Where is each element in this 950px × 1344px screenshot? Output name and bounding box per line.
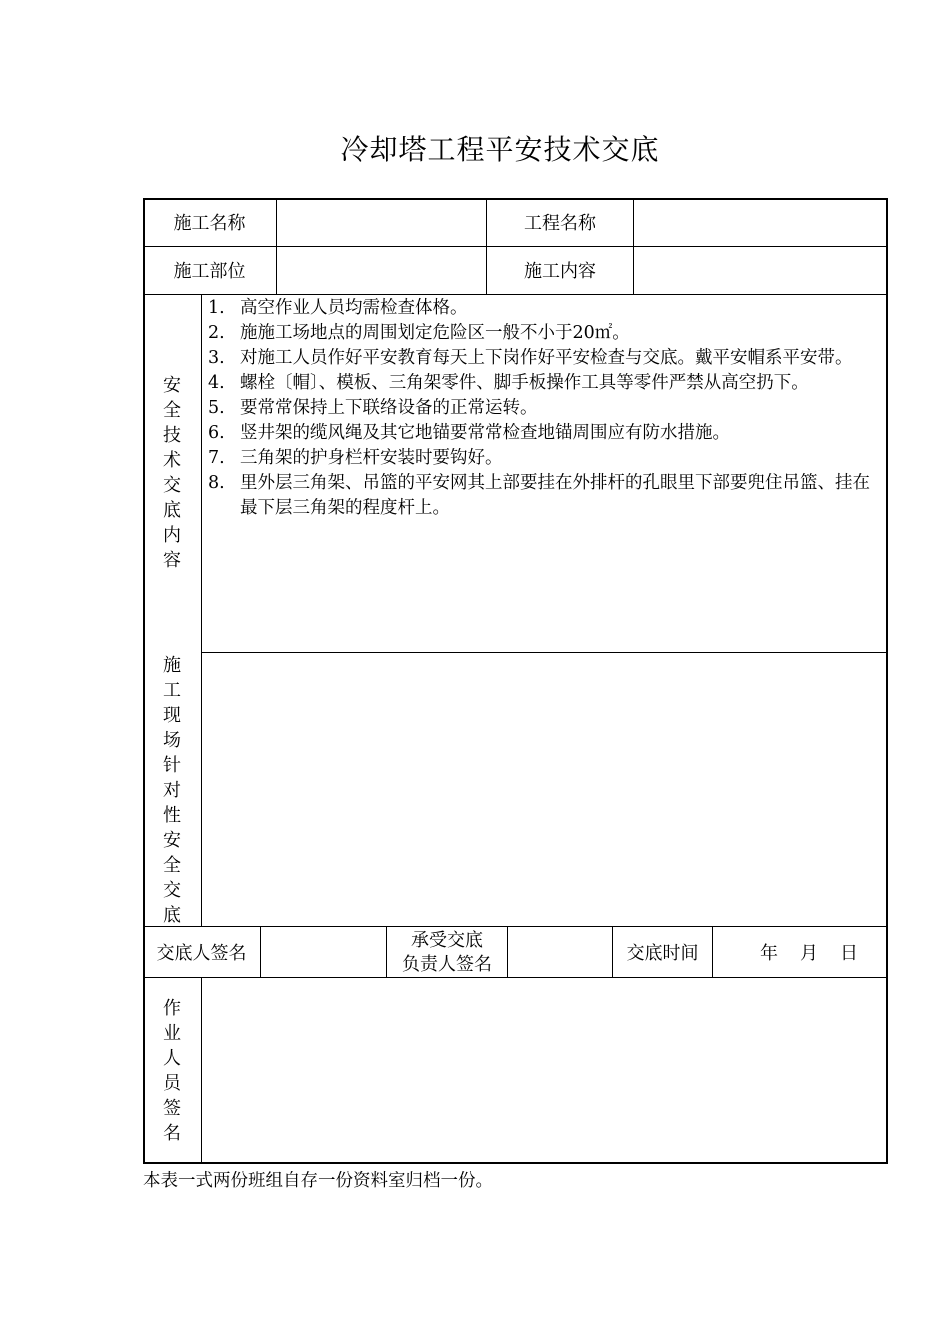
project-name-label: 工程名称 xyxy=(524,213,596,234)
construction-content-field[interactable] xyxy=(634,246,888,294)
discloser-signature-label: 交底人签名 xyxy=(156,943,247,964)
list-item-text: 高空作业人员均需检查体格。 xyxy=(240,298,468,318)
worker-signature-label xyxy=(143,996,201,1146)
safety-label-text: 安全技术交底内容 xyxy=(163,375,181,571)
receiver-label-line1: 承受交底 xyxy=(411,930,483,951)
list-item-text: 螺栓〔帽〕、模板、三角架零件、脚手板操作工具等零件严禁从高空扔下。 xyxy=(240,373,809,393)
disclosure-time-label: 交底时间 xyxy=(626,943,699,964)
site-label-text: 施工现场针对性安全交底 xyxy=(163,655,181,926)
list-item xyxy=(208,421,880,446)
list-item-text: 施施工场地点的周围划定危险区一般不小于20㎡。 xyxy=(240,323,630,343)
list-item xyxy=(208,321,880,346)
row-divider xyxy=(143,294,888,295)
safety-disclosure-label xyxy=(143,373,201,573)
safety-items-list xyxy=(208,296,880,521)
list-item-text: 竖井架的缆风绳及其它地锚要常常检查地锚周围应有防水措施。 xyxy=(240,423,730,443)
list-item xyxy=(208,471,880,521)
disclosure-date-field[interactable]: 年 月 日 xyxy=(760,943,860,964)
discloser-signature-field[interactable] xyxy=(261,926,386,978)
page-title: 冷却塔工程平安技术交底 xyxy=(340,133,660,166)
worker-signature-field[interactable] xyxy=(202,978,888,1164)
list-item xyxy=(208,346,880,371)
construction-part-field[interactable] xyxy=(277,246,486,294)
receiver-signature-field[interactable] xyxy=(508,926,612,978)
site-safety-label xyxy=(143,653,201,928)
list-item-number: 3. xyxy=(208,348,225,368)
list-item-text: 里外层三角架、吊篮的平安网其上部要挂在外排杆的孔眼里下部要兜住吊篮、挂在最下层三角架的程度杆上。 xyxy=(240,473,870,518)
receiver-label-line2: 负责人签名 xyxy=(402,954,492,975)
list-item-text: 三角架的护身栏杆安装时要钩好。 xyxy=(240,448,503,468)
project-name-field[interactable] xyxy=(634,198,888,246)
list-item xyxy=(208,371,880,396)
list-item xyxy=(208,446,880,471)
construction-part-label: 施工部位 xyxy=(173,261,246,282)
list-item-text: 对施工人员作好平安教育每天上下岗作好平安检查与交底。戴平安帽系平安带。 xyxy=(240,348,853,368)
list-item-text: 要常常保持上下联络设备的正常运转。 xyxy=(240,398,538,418)
footnote: 本表一式两份班组自存一份资料室归档一份。 xyxy=(143,1171,493,1191)
construction-name-label: 施工名称 xyxy=(173,213,246,234)
list-item-number: 8. xyxy=(208,473,225,493)
list-item xyxy=(208,296,880,321)
receiver-signature-label xyxy=(387,929,507,977)
workers-label-text: 作业人员签名 xyxy=(163,998,181,1144)
site-safety-field[interactable] xyxy=(202,653,888,926)
list-item-number: 7. xyxy=(208,448,225,468)
list-item-number: 4. xyxy=(208,373,225,393)
list-item xyxy=(208,396,880,421)
list-item-number: 6. xyxy=(208,423,225,443)
construction-name-field[interactable] xyxy=(277,198,486,246)
list-item-number: 5. xyxy=(208,398,225,418)
list-item-number: 2. xyxy=(208,323,225,343)
list-item-number: 1. xyxy=(208,298,225,318)
construction-content-label: 施工内容 xyxy=(524,261,596,282)
